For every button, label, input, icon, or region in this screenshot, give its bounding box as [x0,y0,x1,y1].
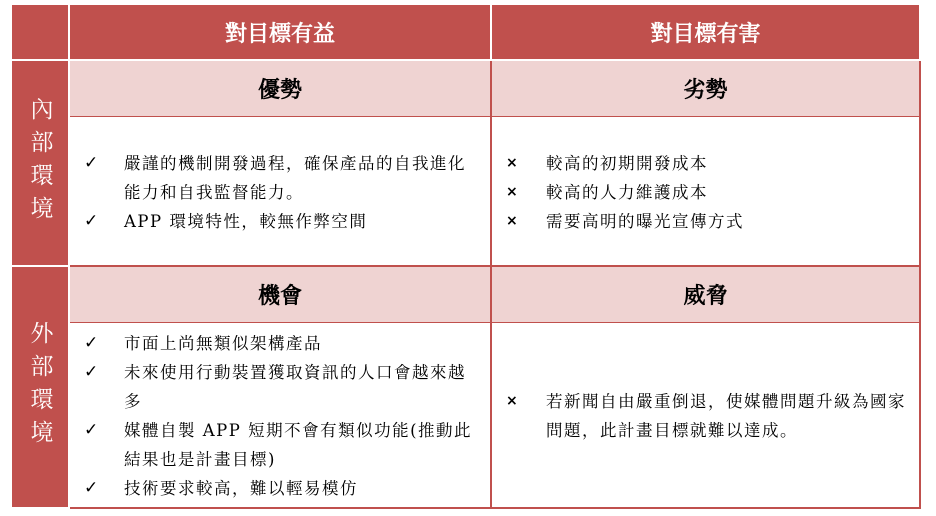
list-item: ✓ 媒體自製 APP 短期不會有類似功能(推動此結果也是計畫目標) [84,416,478,474]
list-item: ✓ 未來使用行動裝置獲取資訊的人口會越來越多 [84,358,478,416]
row-header-internal: 內部環境 [12,61,70,267]
row-header-external: 外部環境 [12,267,70,509]
weaknesses-cell [492,117,921,267]
check-icon: ✓ [84,420,100,440]
column-header-beneficial: 對目標有益 [70,5,492,61]
check-icon: ✓ [84,478,100,498]
column-header-harmful: 對目標有害 [492,5,921,61]
threats-cell [492,323,921,509]
cross-icon: × [506,183,520,200]
list-item: ✓ 技術要求較高，難以輕易模仿 [84,474,478,503]
check-icon: ✓ [84,152,100,173]
list-item: × 若新聞自由嚴重倒退，使媒體問題升級為國家問題，此計畫目標就難以達成。 [506,387,907,445]
list-item: ✓ APP 環境特性，較無作弊空間 [84,207,478,236]
strengths-title: 優勢 [70,61,492,117]
corner-cell [12,5,70,61]
list-item: × 較高的初期開發成本 [506,149,907,178]
list-item: ✓ 市面上尚無類似架構產品 [84,329,478,358]
cross-icon: × [506,154,520,171]
opportunities-cell [70,323,492,509]
check-icon: ✓ [84,210,100,231]
check-icon: ✓ [84,333,100,353]
cross-icon: × [506,212,520,229]
swot-table [12,5,921,509]
list-item: × 較高的人力維護成本 [506,178,907,207]
cross-icon: × [506,393,520,409]
strengths-cell [70,117,492,267]
list-item: ✓ 嚴謹的機制開發過程，確保產品的自我進化能力和自我監督能力。 [84,149,478,207]
opportunities-title: 機會 [70,267,492,323]
list-item: × 需要高明的曝光宣傳方式 [506,207,907,236]
threats-title: 威脅 [492,267,921,323]
check-icon: ✓ [84,362,100,382]
weaknesses-title: 劣勢 [492,61,921,117]
